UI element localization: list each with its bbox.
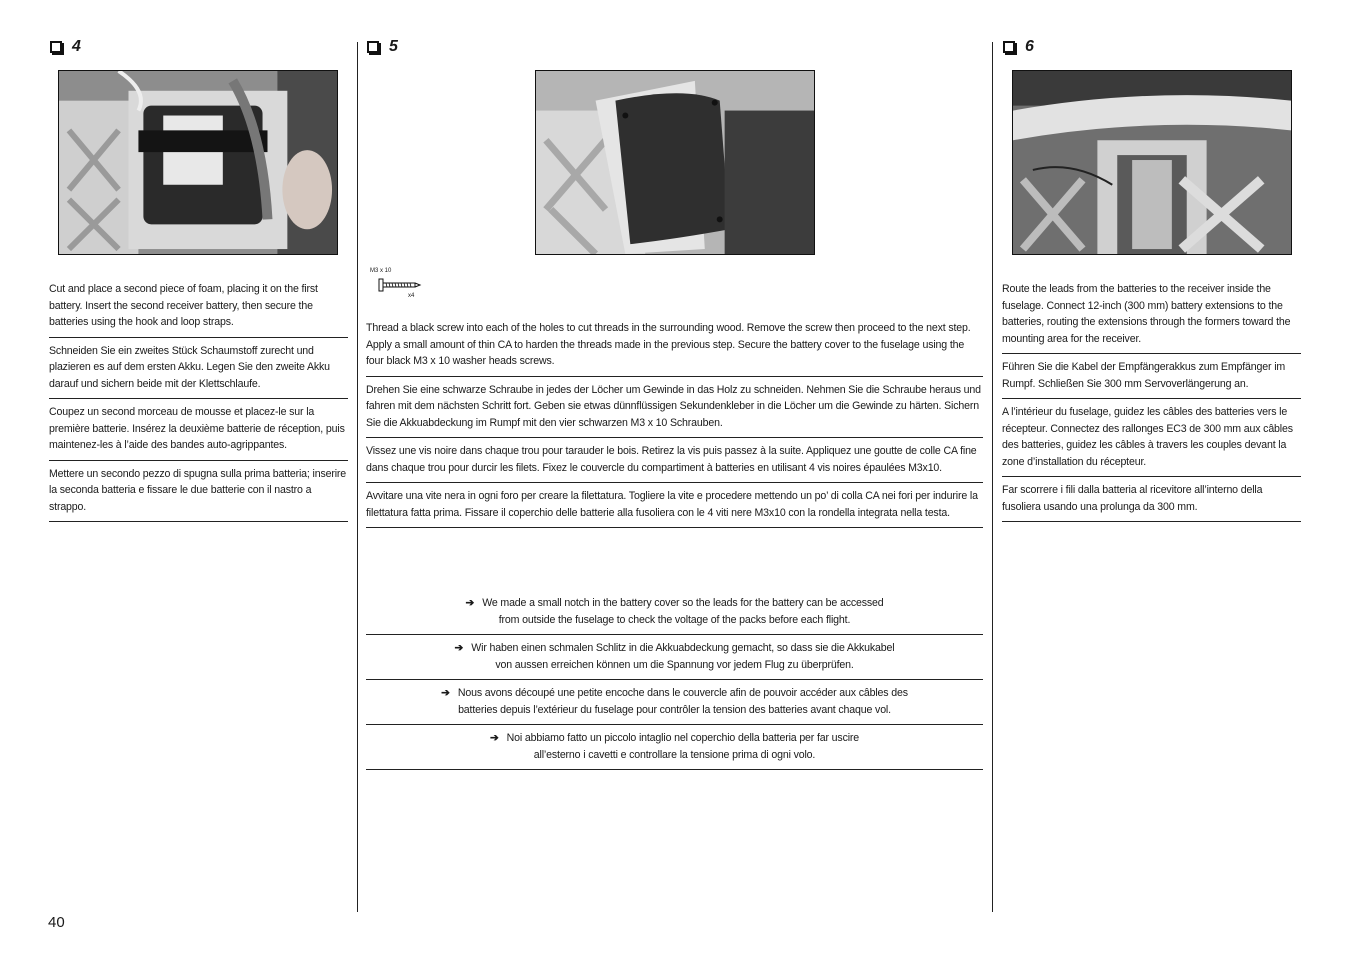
note-it <box>366 725 983 770</box>
arrow-right-icon: ➔ <box>489 732 499 744</box>
arrow-right-icon: ➔ <box>465 597 475 609</box>
note-fr-line2: batteries depuis l’extérieur du fuselage pour contrôler la tension des batteries avant chaque vol. <box>458 703 891 716</box>
step-6-text <box>1002 281 1301 522</box>
step-5-paragraph-de: Drehen Sie eine schwarze Schraube in jedes der Löcher um Gewinde in das Holz zu schneiden. Nehmen Sie die Schraube heraus und fahren mit dem nächsten Schritt fort. Geben sie etwas dünnflüssigen Sekundenkleber in die Löcher um die Gewinde zu härten. Sichern Sie die Akkuabdeckung im Rumpf mit den vier schwarzen M3 x 10 Schrauben. <box>366 377 983 439</box>
step-5-header <box>367 38 398 56</box>
arrow-right-icon: ➔ <box>441 687 450 699</box>
step-6-paragraph-it: Far scorrere i fili dalla batteria al ricevitore all’interno della fusoliera usando una prolunga da 300 mm. <box>1002 477 1301 522</box>
step-4-paragraph-fr: Coupez un second morceau de mousse et placez-le sur la première batterie. Insérez la deuxième batterie de réception, puis maintenez-les à l’aide des bandes auto-agrippantes. <box>49 399 348 461</box>
step-4-header <box>50 38 81 56</box>
step-4-photo <box>58 70 338 255</box>
note-de-line2: von aussen erreichen können um die Spannung vor jedem Flug zu überprüfen. <box>495 658 854 671</box>
note-fr-line1: Nous avons découpé une petite encoche dans le couvercle afin de pouvoir accéder aux câbles des <box>457 687 908 699</box>
step-6-paragraph-fr: A l’intérieur du fuselage, guidez les câbles des batteries vers le récepteur. Connectez des rallonges EC3 de 300 mm aux câbles des batteries, guidez les câbles à travers les couples devant la zone d’installation du récepteur. <box>1002 399 1301 477</box>
screw-quantity-label: x4 <box>408 293 415 299</box>
step-4-text <box>49 281 348 522</box>
step-4-paragraph-de: Schneiden Sie ein zweites Stück Schaumstoff zurecht und plazieren es auf dem ersten Akku. Legen Sie den zweite Akku darauf und sichern beide mit der Klettschlaufe. <box>49 338 348 400</box>
step-4-number: 4 <box>72 38 81 55</box>
screw-size-label: M3 x 10 <box>370 268 392 274</box>
step-5-checkbox[interactable] <box>367 41 379 53</box>
column-divider-right <box>992 42 993 912</box>
step-6-header <box>1003 38 1034 56</box>
step-6-photo <box>1012 70 1292 255</box>
step-5-notes <box>366 590 983 770</box>
step-4-checkbox[interactable] <box>50 41 62 53</box>
step-5-text <box>366 320 983 528</box>
note-en-line2: from outside the fuselage to check the voltage of the packs before each flight. <box>498 613 851 626</box>
step-6-paragraph-en: Route the leads from the batteries to the receiver inside the fuselage. Connect 12-inch (300 mm) battery extensions to the batteries, routing the extensions through the formers toward the mounting area for the receiver. <box>1002 281 1301 354</box>
screw-diagram <box>370 268 430 302</box>
arrow-right-icon: ➔ <box>454 642 464 654</box>
note-fr <box>366 680 983 725</box>
note-it-line2: all’esterno i cavetti e controllare la tensione prima di ogni volo. <box>533 748 816 761</box>
step-4-paragraph-it: Mettere un secondo pezzo di spugna sulla prima batteria; inserire la seconda batteria e fissare le due batterie con il nastro a strappo. <box>49 461 348 523</box>
step-5-paragraph-fr: Vissez une vis noire dans chaque trou pour tarauder le bois. Retirez la vis puis passez à la suite. Appliquez une goutte de colle CA fine dans chaque trou pour durcir les filets. Fixez le couvercle du compartiment à batteries en utilisant 4 vis noires épaulées M3x10. <box>366 438 983 483</box>
step-5-paragraph-en: Thread a black screw into each of the holes to cut threads in the surrounding wood. Remove the screw then proceed to the next step. Apply a small amount of thin CA to harden the threads made in the previous step. Secure the battery cover to the fuselage using the four black M3 x 10 washer heads screws. <box>366 320 983 377</box>
step-6-paragraph-de: Führen Sie die Kabel der Empfängerakkus zum Empfänger im Rumpf. Schließen Sie 300 mm Servoverlängerung an. <box>1002 354 1301 399</box>
step-6-checkbox[interactable] <box>1003 41 1015 53</box>
step-5-paragraph-it: Avvitare una vite nera in ogni foro per creare la filettatura. Togliere la vite e procedere mettendo un po’ di colla CA nei fori per indurire la filettatura fatta prima. Fissare il coperchio delle batterie alla fusoliera con le 4 viti nere M3x10 con la rondella integrata nella testa. <box>366 483 983 528</box>
page-number: 40 <box>48 914 65 931</box>
column-divider-left <box>357 42 358 912</box>
screw-icon <box>378 277 428 295</box>
step-4-paragraph-en: Cut and place a second piece of foam, placing it on the first battery. Insert the second receiver battery, then secure the batteries using the hook and loop straps. <box>49 281 348 338</box>
step-6-number: 6 <box>1025 38 1034 55</box>
note-en <box>366 590 983 635</box>
note-it-line1: Noi abbiamo fatto un piccolo intaglio nel coperchio della batteria per far uscire <box>506 732 860 744</box>
note-de <box>366 635 983 680</box>
note-de-line1: Wir haben einen schmalen Schlitz in die Akkuabdeckung gemacht, so dass sie die Akkukabel <box>471 642 895 654</box>
step-5-photo <box>535 70 815 255</box>
note-en-line1: We made a small notch in the battery cover so the leads for the battery can be accessed <box>482 597 884 609</box>
step-5-number: 5 <box>389 38 398 55</box>
